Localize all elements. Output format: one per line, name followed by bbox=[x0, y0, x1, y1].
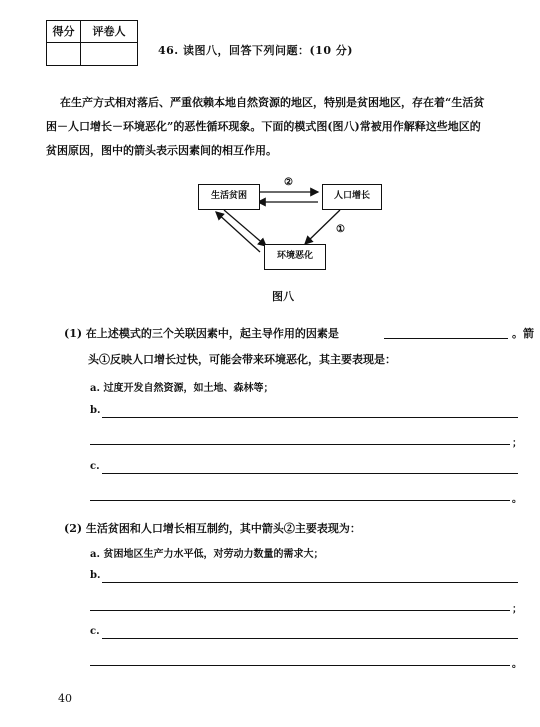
marker-1: ① bbox=[336, 224, 345, 235]
part2-period: 。 bbox=[512, 659, 522, 670]
grader-cell bbox=[81, 43, 137, 65]
score-table bbox=[46, 20, 138, 66]
intro-line-3: 贫困原因，图中的箭头表示因素间的相互作用。 bbox=[46, 144, 277, 157]
part1-line1 bbox=[64, 325, 339, 341]
part2-line1: (2) 生活贫困和人口增长相互制约，其中箭头②主要表现为： bbox=[64, 522, 361, 535]
part1-blank-b2[interactable] bbox=[90, 444, 510, 445]
figure-caption: 图八 bbox=[272, 290, 294, 303]
intro-line-1: 在生产方式相对落后、严重依赖本地自然资源的地区，特别是贫困地区，存在着“生活贫 bbox=[60, 96, 485, 109]
part1-item-c-label: c. bbox=[90, 461, 100, 472]
part1-blank-c2[interactable] bbox=[90, 500, 510, 501]
part1-semicolon: ； bbox=[512, 438, 522, 449]
part2-blank-b1[interactable] bbox=[102, 582, 518, 583]
page-number: 40 bbox=[58, 692, 72, 705]
cycle-diagram bbox=[190, 176, 380, 286]
part1-blank-b1[interactable] bbox=[102, 417, 518, 418]
part1-period: 。 bbox=[512, 494, 522, 505]
intro-line-2: 困－人口增长－环境恶化”的恶性循环现象。下面的模式图(图八)常被用作解释这些地区的 bbox=[46, 120, 481, 133]
part2-blank-c2[interactable] bbox=[90, 665, 510, 666]
box-environment: 环境恶化 bbox=[264, 244, 326, 270]
score-header: 得分 bbox=[47, 21, 81, 43]
part2-item-a: a. 贫困地区生产力水平低，对劳动力数量的需求大； bbox=[90, 549, 324, 560]
part2-item-c-label: c. bbox=[90, 626, 100, 637]
part1-line1-text: (1) 在上述模式的三个关联因素中，起主导作用的因素是 bbox=[64, 327, 339, 340]
part2-item-b-label: b. bbox=[90, 570, 101, 581]
blank-dominant-factor[interactable] bbox=[384, 338, 508, 339]
part1-item-a: a. 过度开发自然资源，如土地、森林等； bbox=[90, 383, 274, 394]
part1-line1-end: 。箭 bbox=[512, 327, 534, 340]
part2-semicolon: ； bbox=[512, 604, 522, 615]
question-title: 46. 读图八，回答下列问题：(10 分) bbox=[158, 44, 354, 57]
marker-2: ② bbox=[284, 177, 293, 188]
part2-blank-b2[interactable] bbox=[90, 610, 510, 611]
grader-header: 评卷人 bbox=[81, 21, 137, 43]
box-population: 人口增长 bbox=[322, 184, 382, 210]
part1-blank-c1[interactable] bbox=[102, 473, 518, 474]
part2-blank-c1[interactable] bbox=[102, 638, 518, 639]
score-cell bbox=[47, 43, 81, 65]
part1-line2: 头①反映人口增长过快，可能会带来环境恶化，其主要表现是： bbox=[88, 353, 396, 366]
box-poverty: 生活贫困 bbox=[198, 184, 260, 210]
part1-item-b-label: b. bbox=[90, 405, 101, 416]
